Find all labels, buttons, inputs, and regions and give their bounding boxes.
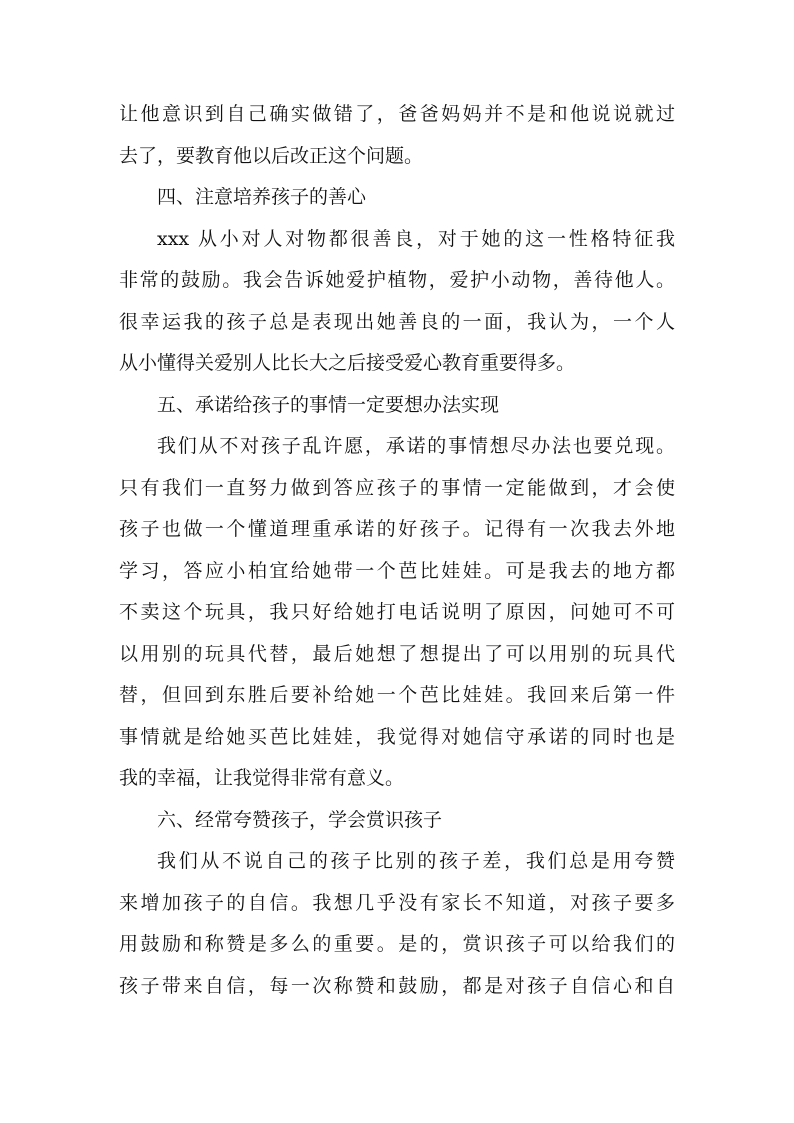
paragraph-line: xxx 从小对人对物都很善良，对于她的这一性格特征我	[157, 227, 675, 250]
paragraph-line: 从小懂得关爱别人比长大之后接受爱心教育重要得多。	[119, 352, 576, 374]
paragraph-line: 以用别的玩具代替，最后她想了想提出了可以用别的玩具代	[119, 642, 675, 665]
paragraph-line: 用鼓励和称赞是多么的重要。是的，赏识孩子可以给我们的	[119, 933, 675, 955]
section-heading: 五、承诺给孩子的事情一定要想办法实现	[157, 393, 500, 416]
paragraph-line: 孩子带来自信，每一次称赞和鼓励，都是对孩子自信心和自	[119, 974, 675, 997]
paragraph-line: 来增加孩子的自信。我想几乎没有家长不知道，对孩子要多	[119, 891, 675, 914]
paragraph-line: 我们从不说自己的孩子比别的孩子差，我们总是用夸赞	[157, 850, 675, 872]
paragraph-line: 替，但回到东胜后要补给她一个芭比娃娃。我回来后第一件	[119, 684, 675, 706]
paragraph-line: 不卖这个玩具，我只好给她打电话说明了原因，问她可不可	[119, 601, 675, 623]
document-body	[119, 94, 675, 1007]
paragraph-line: 我的幸福，让我觉得非常有意义。	[119, 767, 405, 789]
paragraph-line: 去了，要教育他以后改正这个问题。	[119, 144, 424, 167]
paragraph-line: 很幸运我的孩子总是表现出她善良的一面，我认为，一个人	[119, 310, 675, 333]
paragraph-line: 事情就是给她买芭比娃娃，我觉得对她信守承诺的同时也是	[119, 725, 675, 748]
paragraph-line: 让他意识到自己确实做错了，爸爸妈妈并不是和他说说就过	[119, 103, 675, 125]
paragraph-line: 非常的鼓励。我会告诉她爱护植物，爱护小动物，善待他人。	[119, 269, 675, 291]
section-heading: 六、经常夸赞孩子，学会赏识孩子	[157, 808, 443, 831]
paragraph-line: 我们从不对孩子乱许愿，承诺的事情想尽办法也要兑现。	[157, 435, 675, 457]
paragraph-line: 学习，答应小柏宜给她带一个芭比娃娃。可是我去的地方都	[119, 559, 675, 582]
paragraph-line: 孩子也做一个懂道理重承诺的好孩子。记得有一次我去外地	[119, 518, 675, 540]
paragraph-line: 只有我们一直努力做到答应孩子的事情一定能做到，才会使	[119, 476, 675, 499]
section-heading: 四、注意培养孩子的善心	[157, 186, 367, 208]
